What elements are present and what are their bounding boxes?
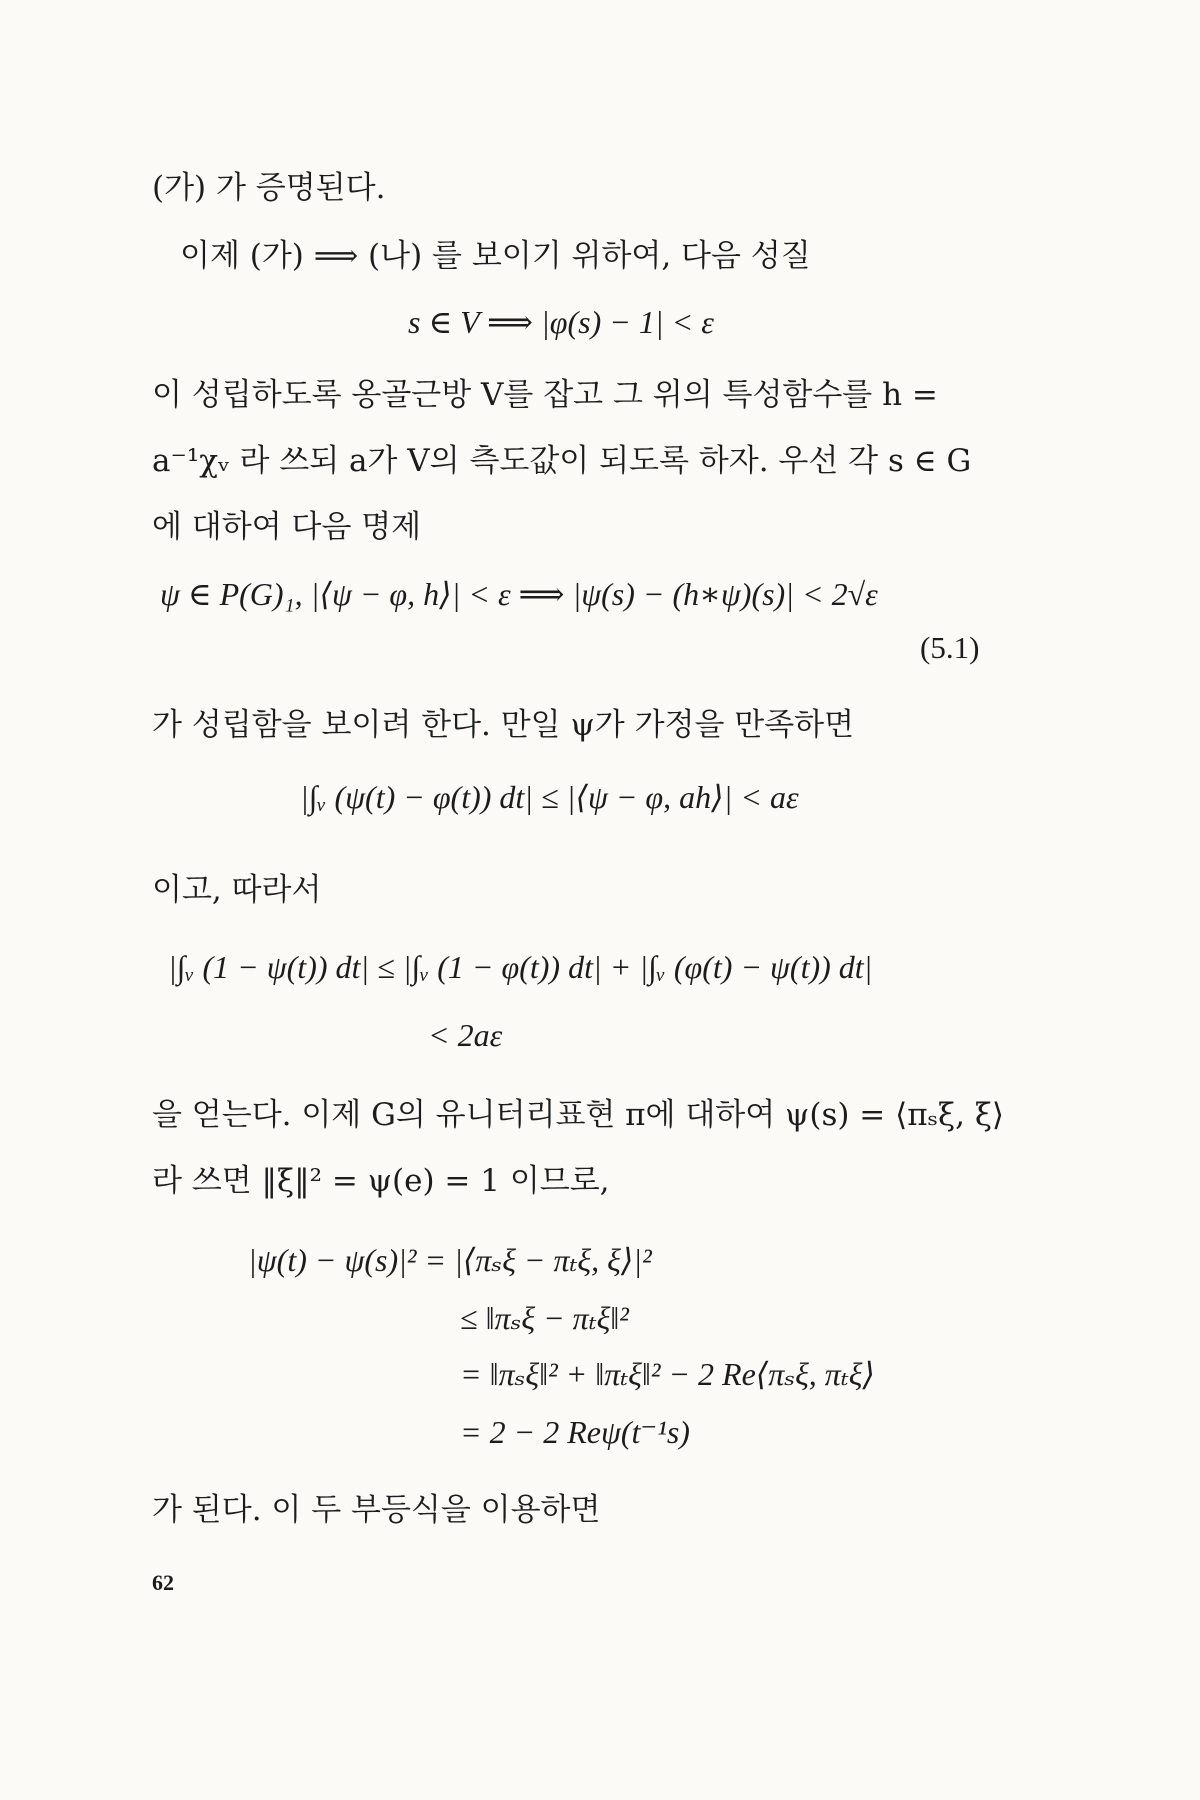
- paragraph-line: 을 얻는다. 이제 G의 유니터리표현 π에 대하여 ψ(s) = ⟨πₛξ, ξ⟩: [152, 1097, 1005, 1133]
- paragraph-line: 가 된다. 이 두 부등식을 이용하면: [152, 1492, 601, 1528]
- equation-triangle-inequality: |∫ᵥ (1 − ψ(t)) dt| ≤ |∫ᵥ (1 − φ(t)) dt| + |∫ᵥ (φ(t) − ψ(t)) dt|: [168, 949, 873, 985]
- paragraph-line: 이 성립하도록 옹골근방 V를 잡고 그 위의 특성함수를 h =: [152, 377, 938, 413]
- paragraph-line: (가) 가 증명된다.: [152, 170, 386, 206]
- equation-neighborhood: s ∈ V ⟹ |φ(s) − 1| < ε: [408, 304, 714, 340]
- equation-triangle-result: < 2aε: [428, 1017, 503, 1053]
- paragraph-line: 에 대하여 다음 명제: [152, 509, 422, 545]
- paragraph-line: 라 쓰면 ‖ξ‖² = ψ(e) = 1 이므로,: [152, 1163, 610, 1199]
- paragraph-line: 가 성립함을 보이려 한다. 만일 ψ가 가정을 만족하면: [152, 707, 855, 743]
- equation-integral-bound: |∫ᵥ (ψ(t) − φ(t)) dt| ≤ |⟨ψ − φ, ah⟩| < aε: [300, 779, 799, 815]
- paragraph-line: 이제 (가) ⟹ (나) 를 보이기 위하여, 다음 성질: [180, 238, 811, 274]
- paragraph-line: a⁻¹χᵥ 라 쓰되 a가 V의 측도값이 되도록 하자. 우선 각 s ∈ G: [152, 443, 972, 479]
- equation-align-line: ≤ ‖πₛξ − πₜξ‖²: [460, 1300, 629, 1336]
- equation-align-line: = 2 − 2 Reψ(t⁻¹s): [460, 1414, 690, 1450]
- equation-align-line: |ψ(t) − ψ(s)|² = |⟨πₛξ − πₜξ, ξ⟩|²: [248, 1242, 652, 1278]
- equation-number: (5.1): [920, 630, 980, 665]
- equation-proposition: ψ ∈ P(G)₁, |⟨ψ − φ, h⟩| < ε ⟹ |ψ(s) − (h∗ψ)(s)| < 2√ε: [160, 576, 878, 612]
- page-number: 62: [152, 1570, 174, 1595]
- equation-align-line: = ‖πₛξ‖² + ‖πₜξ‖² − 2 Re⟨πₛξ, πₜξ⟩: [460, 1356, 875, 1392]
- paragraph-line: 이고, 따라서: [152, 872, 322, 908]
